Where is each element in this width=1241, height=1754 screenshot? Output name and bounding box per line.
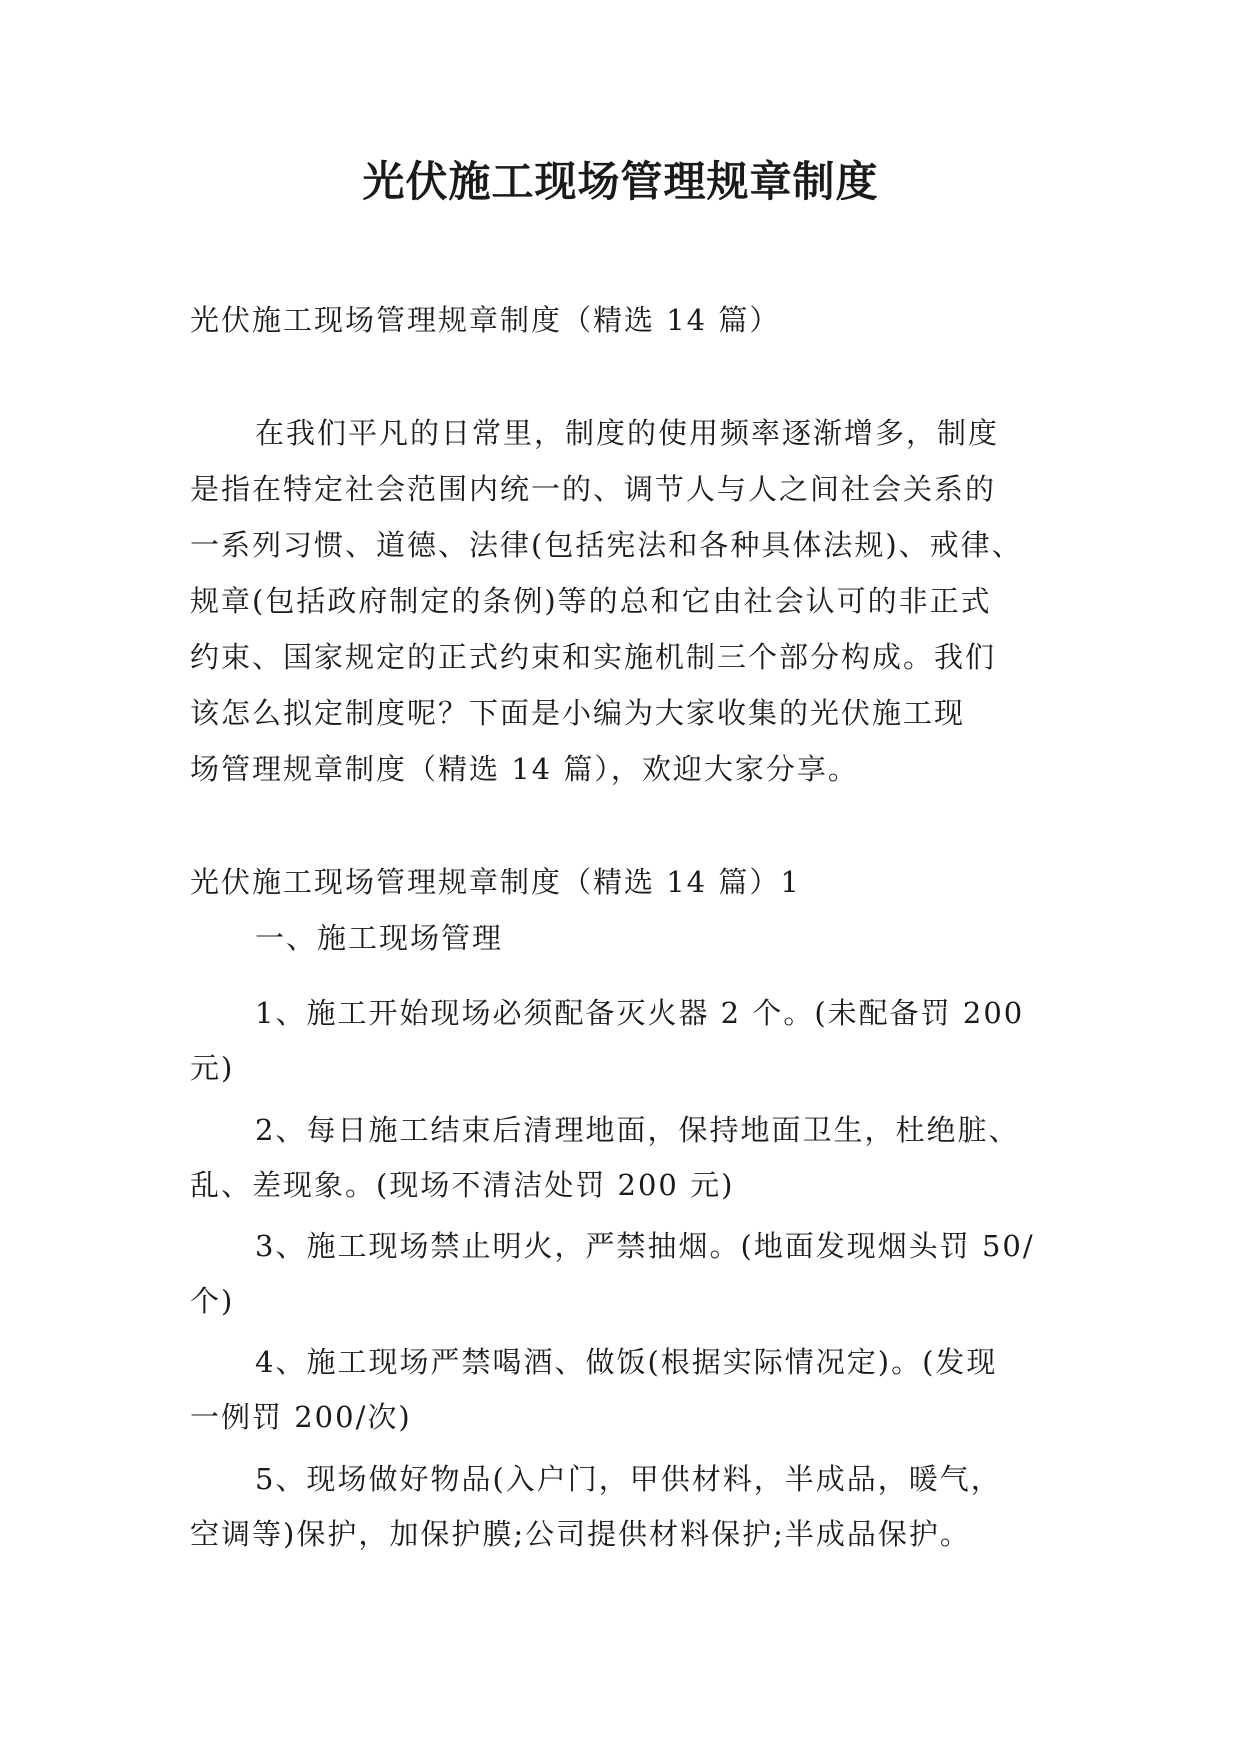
rule-line: 5、现场做好物品(入户门，甲供材料，半成品，暖气， <box>255 1462 1002 1496</box>
rule-line: 空调等)保护，加保护膜;公司提供材料保护;半成品保护。 <box>190 1517 971 1551</box>
rule-line: 4、施工现场严禁喝酒、做饭(根据实际情况定)。(发现 <box>255 1345 998 1379</box>
intro-line: 是指在特定社会范围内统一的、调节人与人之间社会关系的 <box>190 472 997 506</box>
rule-line: 一例罚 200/次) <box>190 1400 412 1434</box>
rule-line: 2、每日施工结束后清理地面，保持地面卫生，杜绝脏、 <box>255 1113 1020 1147</box>
rule-line: 个) <box>190 1284 235 1318</box>
document-subtitle: 光伏施工现场管理规章制度（精选 14 篇） <box>190 303 781 337</box>
document-title: 光伏施工现场管理规章制度 <box>362 157 879 206</box>
rule-line: 1、施工开始现场必须配备灭火器 2 个。(未配备罚 200 <box>255 996 1025 1030</box>
rule-line: 乱、差现象。(现场不清洁处罚 200 元) <box>190 1168 735 1202</box>
rule-line: 3、施工现场禁止明火，严禁抽烟。(地面发现烟头罚 50/ <box>255 1229 1035 1263</box>
sub-heading: 一、施工现场管理 <box>255 921 504 955</box>
intro-line: 在我们平凡的日常里，制度的使用频率逐渐增多，制度 <box>255 416 1000 450</box>
intro-line: 规章(包括政府制定的条例)等的总和它由社会认可的非正式 <box>190 584 992 618</box>
intro-line: 该怎么拟定制度呢？下面是小编为大家收集的光伏施工现 <box>190 696 966 730</box>
section-heading: 光伏施工现场管理规章制度（精选 14 篇）1 <box>190 865 801 899</box>
intro-line: 场管理规章制度（精选 14 篇），欢迎大家分享。 <box>190 752 859 786</box>
intro-line: 一系列习惯、道德、法律(包括宪法和各种具体法规)、戒律、 <box>190 528 1023 562</box>
rule-line: 元) <box>190 1051 235 1085</box>
intro-line: 约束、国家规定的正式约束和实施机制三个部分构成。我们 <box>190 640 997 674</box>
